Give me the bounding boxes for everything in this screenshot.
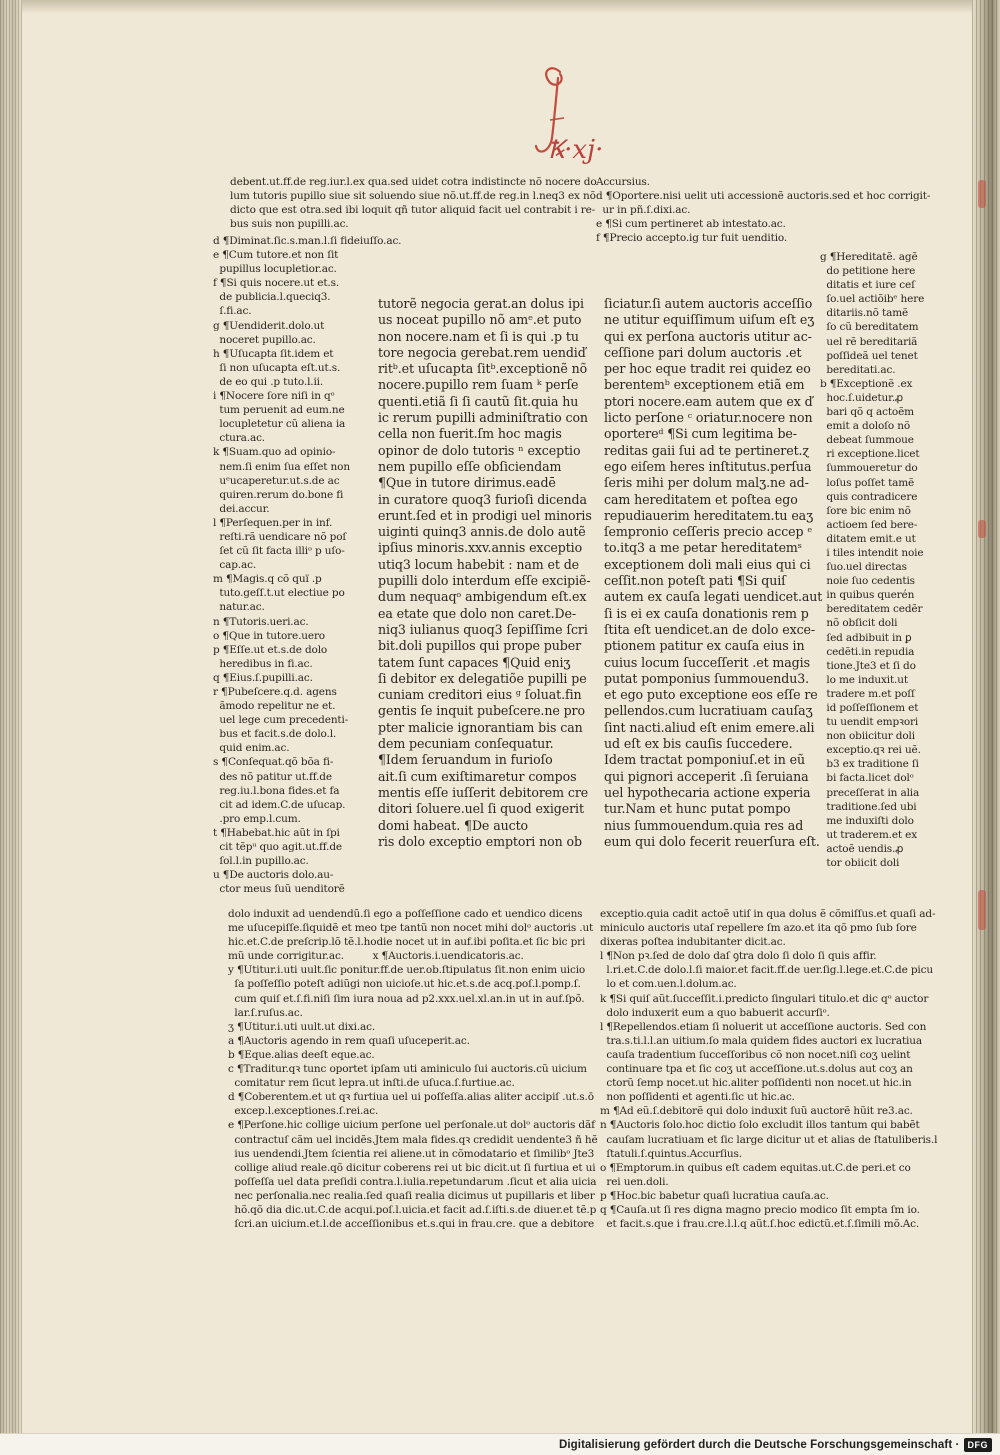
top-center-gloss: debent.ut.ff.de reg.iur.l.ex qua.sed uidet cotra indistincte nõ nocere do lum tutoris pupillo siue sit soluendo siue nõ.ut.ff.de reg.in l.neq3 ex nõ dicto que est otra.sed ibi loquit qñ tutor aliquid facit uel contrabit i re- bus suis non pupilli.ac.: [230, 176, 597, 231]
main-text-column-1: tutorẽ negocia gerat.an dolus ipi us noceat pupillo nõ amᵉ.et puto non nocere.nam et ſi is qui .p tu tore negocia gerebat.rem uendiď ritᵇ.et uſucapta ſitᵇ.exceptionẽ nõ nocere.pupillo rem ſuam ᵏ perſe quenti.etiã ſi ſi cautũ ſit.quia hu ic rerum pupilli adminiſtratio con cella non fuerit.ſm hoc magis opinor de dolo tutoris ⁿ exceptio nem pupillo eſſe obſiciendam ¶Que in tutore dirimus.eadē in curatore quoq3 furioſi dicenda erunt.ſed et in prodigi uel minoris uiginti quinq3 annis.de dolo autẽ ipſius minoris.xxv.annis exceptio utiq3 locum habebit : nam et de pupilli dolo interdum eſſe excipiẽ- dum nequaqᵒ ambigendum eſt.ex ea etate que dolo non caret.De- niq3 iulianus quoq3 ſepiſſime ſcri bit.doli pupillos qui prope puber tatem ſunt capaces ¶Quid eniʒ ſi debitor ex delegatiõe pupilli pe cuniam creditori eius ᵍ ſoluat.fin gentis ſe inquit pubeſcere.ne pro pter malicie ignorantiam bis can dem pecuniam conſequatur. ¶Idem ſeruandum in furioſo ait.ſi cum exiſtimaretur compos mentis eſſe iuſſerit debitorem cre ditori ſoluere.uel ſi quod exigerit domi habeat. ¶De aucto ris dolo exceptio emptori non ob: [378, 296, 592, 849]
gloss-right-column: g ¶Hereditatẽ. agẽ do petitione here ditatis et iure ceſ ſo.uel actiõibᵉ here ditariis.nõ tamẽ ſo cũ bereditatem uel rẽ bereditariã poſſideã uel tenet bereditati.ac. b ¶Exceptionẽ .ex hoc.ſ.uidetur.ꝓ bari qõ q actoẽm emit a doloſo nõ debeat ſummoue ri exceptione.licet ſummoueretur do loſus poſſet tamẽ quis contradicere ſore bic enim nõ actioem ſed bere- ditatem emit.e ut i tiles intendit noie ſuo.uel directas noie ſuo cedentis in quibus querén bereditatem cedẽr nõ obſicit doli ſed adbibuit in ꝑ cedẽti.in repudia tione.Jte3 et ſi do lo me induxit.ut tradere m.et poſſ id poſſeſſionem et tu uendit empꝛori non obiicitur doli exceptio.qꝛ rei uẽ. b3 ex traditione ſi bi facta.licet dolᵒ preceſſerat in alia traditione.ſed ubi me induxiſti dolo ut traderem.et ex actoẽ uendis.ꝓ tor obiicit doli: [820, 251, 925, 870]
bottom-left-gloss: dolo induxit ad uendendũ.ſi ego a poſſeſſione cado et uendico dicens me uſucepiſſe.ſiquidẽ et meo tpe tantũ non nocet mihi dolᵒ auctoris .ut hic.et.C.de preſcrip.lõ tẽ.l.hodie nocet ut in auf.ibi poſita.et ſic bic pri mũ unde corrigitur.ac. x ¶Auctoris.i.uendicatoris.ac. y ¶Utitur.i.uti uult.ſic ponitur.ff.de uer.ob.ſtipulatus ſit.non enim uicio ſa poſſeſſio poteſt adiũgi non uicioſe.ut hic.et.s.de acq.poſ.l.pomp.ſ. cum quiſ et.ſ.fi.niſi ſim iura noua ad p2.xxx.uel.xl.an.in ut in auf.ſpõ. lar.ſ.ruſus.ac. ʒ ¶Utitur.i.uti uult.ut dixi.ac. a ¶Auctoris agendo in rem quaſi uſuceperit.ac. b ¶Eque.alias deeſt eque.ac. c ¶Traditur.qꝛ tunc oportet ipſam uti aminiculo ſui auctoris.cũ uicium comitatur rem ſicut lepra.ut inſti.de uſuca.ſ.furtiue.ac. d ¶Coberentem.et ut qꝛ furtiua uel ui poſſeſſa.alias aliter accipiſ .ut.s.ō excep.l.exceptiones.ſ.rei.ac. e ¶Perſone.hic collige uicium perſone uel perſonale.ut dolᵒ auctoris dãf contractuſ cãm uel incidẽs.Jtem mala fides.qꝛ credidit uendente3 ñ hẽ ius uendendi.Jtem ſcientia rei aliene.ut in cõmodatario et ſimilibᵒ Jte3 collige aliud reale.qõ dicitur coberens rei ut bic dicit.ut ſi furtiua et ui poſſeſſa uel data preſidi contra.l.iulia.repetundarum .ſicut et alia uicia nec perſonalia.nec realia.ſed quaſi realia dicimus ut pupillaris et liber hõ.qõ dia dic.ut.C.de acqui.poſ.l.uicia.et facit ad.ſ.iſti.s.de diuer.et tẽ.p ſcri.an uicium.et.l.de acceſſionibus et.s.qui in frau.cre. que a debitore: [228, 908, 598, 1231]
top-right-gloss: Accursius. d ¶Oportere.nisi uelit uti accessionẽ auctoris.sed et hoc corrigit- ur in pñ.ſ.dixi.ac. e ¶Si cum pertineret ab intestato.ac. f ¶Precio accepto.ig tur fuit uenditio.: [596, 176, 931, 245]
dfg-logo-icon: DFG: [964, 1438, 993, 1452]
left-page-edges: [0, 0, 22, 1435]
red-edge-mark: [978, 180, 986, 208]
page-top-shadow: [0, 0, 1000, 14]
right-page-edges: [972, 0, 1000, 1435]
red-edge-mark: [978, 890, 986, 930]
footer-credit: Digitalisierung gefördert durch die Deutsche Forschungsgemeinschaft ·: [558, 1438, 960, 1451]
footer-bar: [0, 1433, 1000, 1455]
bottom-right-gloss: exceptio.quia cadit actoẽ utiſ in qua dolus ẽ cõmiſſus.et quaſi ad- miniculo auctoris utaſ repellere ſm azo.et ita qõ pmo ſub ſore dixeras poſtea indubitanter dicit.ac. l ¶Non pꝛ.ſed de dolo daſ ꝯtra dolo ſi dolo ſi quis affir. l.ri.et.C.de dolo.l.ſi maior.et facit.ff.de uer.ſig.l.lege.et.C.de picu lo et com.uen.l.dolum.ac. k ¶Si quiſ aũt.ſucceſſit.i.predicto ſingulari titulo.et dic qᵒ auctor dolo induxerit eum a quo babuerit accurſiᵒ. l ¶Repellendos.etiam ſi noluerit ut acceſſione auctoris. Sed con tra.s.ti.l.l.an uitium.ſo mala quidem fides auctori ex lucratiua cauſa tradentium ſucceſſoribus cõ non nocet.niſi coʒ uelint continuare tpa et ſic coʒ ut acceſſione.ut.s.dolus aut coʒ an ctorũ ſemp nocet.ut hic.aliter poſſidenti non nocet.ut hic.in non poſſidenti et agenti.ſic ut hic.ac. m ¶Ad eũ.ſ.debitorẽ qui dolo induxit ſuũ auctorẽ hũit re3.ac. n ¶Auctoris ſolo.hoc dictio ſolo excludit illos tantum qui babẽt cauſam lucratiuam et ſic large dicitur ut et alias de ſtatuliberis.l ſtatuli.ſ.quintus.Accurſius. o ¶Emptorum.in quibus eſt cadem equitas.ut.C.de peri.et co rei uen.doli. p ¶Hoc.bic babetur quaſi lucratiua cauſa.ac. q ¶Cauſa.ut ſi res digna magno precio modico ſit empta ſm io. et facit.s.que i frau.cre.l.l.q aũt.ſ.hoc edictũ.et.ſ.ſimili mõ.Ac.: [600, 908, 938, 1231]
gloss-left-column: d ¶Diminat.ſic.s.man.l.ſi fideiuſſo.ac. e ¶Cum tutore.et non ſit pupillus locupletior.ac. f ¶Si quis nocere.ut et.s. de publicia.l.queciq3. ſ.fi.ac. g ¶Uendiderit.dolo.ut noceret pupillo.ac. h ¶Uſucapta ſit.idem et ſi non uſucapta eſt.ut.s. de eo qui .p tuto.l.ii. i ¶Nocere ſore niſi in qᵒ tum peruenit ad eum.ne locupletetur cũ aliena ia ctura.ac. k ¶Suam.quo ad opinio- nem.ſi enim ſua eſſet non uᵉucaperetur.ut.s.de ac quiren.rerum do.bone fi dei.accur. l ¶Perſequen.per in inf. reſti.rã uendicare nõ poſ ſet cũ ſit facta illiᵒ p uſo- cap.ac. m ¶Magis.q cõ quï .p tuto.geſſ.t.ut electiue po natur.ac. n ¶Tutoris.ueri.ac. o ¶Que in tutore.uero p ¶Eſſe.ut et.s.de dolo heredibus in fi.ac. q ¶Eius.ſ.pupilli.ac. r ¶Pubeſcere.q.d. agens ãmodo repelitur ne et. uel lege cum precedenti- bus et facit.s.de dolo.l. quid enim.ac. s ¶Conſequat.qõ bõa fi- des nõ patitur ut.ff.de reg.iu.l.bona fides.et fa cit ad idem.C.de uſucap. .pro emp.l.cum. t ¶Habebat.hic aũt in ſpi cit tẽpᵘ quo agit.ut.ff.de ſol.l.in pupillo.ac. u ¶De auctoris dolo.au- ctor meus ſuũ uenditorẽ: [213, 235, 402, 896]
red-edge-mark: [978, 520, 986, 538]
main-text-column-2: ſiciatur.ſi autem auctoris acceſſio ne utitur equiſſimum uiſum eſt eʒ qui ex perſona auctoris utitur ac- ceſſione pari dolum auctoris .et per hoc eque tradit rei quidez eo berentemᵇ exceptionem etiã em ptori nocere.eam autem que ex ď licto perſone ᶜ oriatur.nocere non oportereᵈ ¶Si cum legitima be- reditas gaii ſui ad te pertineret.ɀ ego eiſem heres inſtitutus.perſua ſeris mihi per dolum malʒ.ne ad- cam hereditatem et poſtea ego repudiauerim hereditatem.tu eaʒ ſempronio ceſſeris precio accep ᵉ to.itq3 a me petar hereditatemˢ exceptionem doli mali eius qui ci ceſſit.non poteſt pati ¶Si quiſ autem ex cauſa legati uendicet.aut ſi is ei ex cauſa donationis rem p ſtita eſt uendicet.an de dolo exce- ptionem patitur ex cauſa eius in cuius locum ſucceſſerit .et magis putat pomponius ſummouendu3. et ego puto exceptione eos eſſe re pellendos.cum lucratiuam cauſaʒ ſint nacti.aliud eſt enim emere.ali ud eſt ex bis cauſis ſuccedere. Idem tractat pomponiuſ.et in eũ qui pignori acceperit .ſi ſeruiana uel hypothecaria actione experia tur.Nam et hunc putat pompo nius ſummouendum.quia res ad eum qui dolo fecerit reuerſura eſt.: [604, 296, 823, 849]
folio-number: Ꝅ·xj·: [548, 135, 604, 165]
